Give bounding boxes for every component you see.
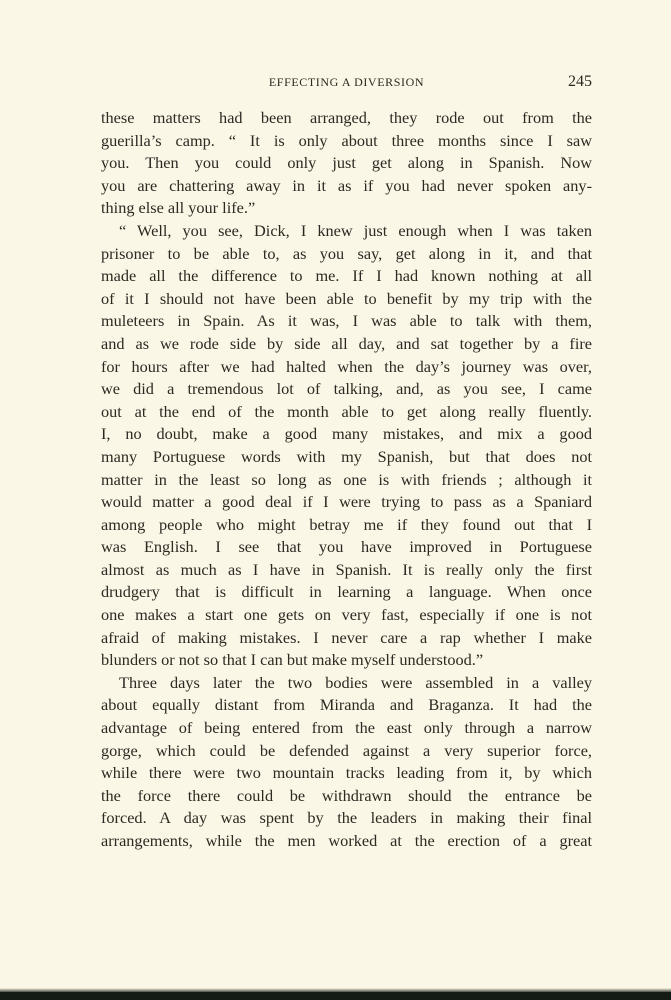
text-line: thing else all your life.” (101, 198, 256, 218)
text-line: afraid of making mistakes. I never care a rap whether I make (101, 627, 592, 647)
running-title: EFFECTING A DIVERSION (268, 75, 425, 89)
text-line: while there were two mountain tracks leading from it, by which (101, 763, 592, 783)
text-line: you. Then you could only just get along in Spanish. Now (101, 153, 592, 173)
page-header (101, 73, 592, 95)
text-line: and as we rode side by side all day, and sat together by a fire (101, 333, 592, 353)
text-line: drudgery that is difficult in learning a language. When once (101, 582, 592, 602)
text-line: gorge, which could be defended against a very superior force, (101, 740, 592, 760)
text-line: “ Well, you see, Dick, I knew just enough when I was taken (119, 220, 592, 240)
text-line: about equally distant from Miranda and Braganza. It had the (101, 695, 592, 715)
text-line: the force there could be withdrawn should the entrance be (101, 785, 592, 805)
text-line: among people who might betray me if they found out that I (101, 514, 592, 534)
text-line: Three days later the two bodies were assembled in a valley (119, 672, 592, 692)
page-number: 245 (568, 73, 592, 90)
text-line: many Portuguese words with my Spanish, but that does not (101, 446, 592, 466)
text-line: advantage of being entered from the east only through a narrow (101, 718, 592, 738)
text-line: arrangements, while the men worked at the erection of a great (101, 831, 592, 850)
text-line: these matters had been arranged, they rode out from the (101, 108, 592, 127)
text-line: I, no doubt, make a good many mistakes, and mix a good (101, 424, 592, 444)
page-bottom-border (0, 992, 671, 1000)
text-line: made all the difference to me. If I had known nothing at all (101, 266, 592, 286)
text-line: prisoner to be able to, as you say, get along in it, and that (101, 243, 592, 263)
text-line: was English. I see that you have improved in Portuguese (101, 537, 592, 557)
text-line: forced. A day was spent by the leaders in making their final (101, 808, 592, 828)
text-line: muleteers in Spain. As it was, I was able to talk with them, (101, 311, 592, 331)
text-line: you are chattering away in it as if you had never spoken any- (101, 175, 592, 195)
text-line: for hours after we had halted when the day’s journey was over, (101, 356, 592, 376)
text-line: of it I should not have been able to benefit by my trip with the (101, 288, 592, 308)
text-line: guerilla’s camp. “ It is only about three months since I saw (101, 130, 592, 150)
body-text (101, 107, 592, 853)
text-line: blunders or not so that I can but make myself understood.” (101, 650, 484, 670)
text-line: we did a tremendous lot of talking, and, as you see, I came (101, 379, 592, 399)
text-line: almost as much as I have in Spanish. It is really only the first (101, 559, 592, 579)
text-line: one makes a start one gets on very fast, especially if one is not (101, 605, 592, 625)
text-line: matter in the least so long as one is with friends ; although it (101, 469, 592, 489)
text-line: would matter a good deal if I were trying to pass as a Spaniard (101, 492, 592, 512)
text-line: out at the end of the month able to get along really fluently. (101, 401, 592, 421)
